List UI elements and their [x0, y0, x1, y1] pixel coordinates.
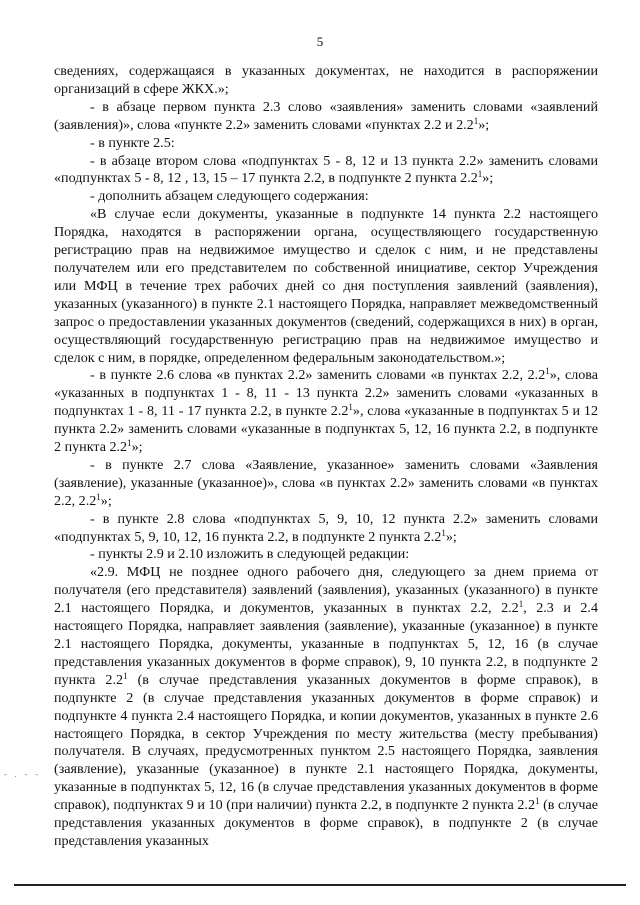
paragraph-2-end: »;: [478, 116, 490, 133]
superscript: 1: [96, 491, 101, 502]
paragraph-2: [54, 99, 598, 135]
superscript: 1: [348, 402, 353, 413]
bottom-rule: [14, 884, 626, 886]
superscript: 1: [127, 438, 132, 449]
superscript: 1: [441, 527, 446, 538]
paragraph-8-text: - в пункте 2.7 слова «Заявление, указанное» заменить словами «Заявления (заявление), указанные (указанное)», слова «в пунктах 2.2» заменить словами «в пунктах 2.2, 2.2: [54, 456, 598, 509]
superscript: 1: [518, 599, 524, 610]
paragraph-4-end: »;: [482, 170, 494, 187]
paragraph-3: - в пункте 2.5:: [90, 134, 175, 151]
superscript: 1: [477, 169, 483, 180]
paragraph-4-text: - в абзаце втором слова «подпунктах 5 - 8, 12 и 13 пункта 2.2» заменить словами «подпунктах 5 - 8, 12 , 13, 15 – 17 пункта 2.2, в подпункте 2 пункта 2.2: [54, 152, 598, 187]
paragraph-11: [54, 564, 598, 851]
paragraph-9-text: - в пункте 2.8 слова «подпунктах 5, 9, 10, 12 пункта 2.2» заменить словами «подпунктах 5, 9, 10, 12, 16 пункта 2.2, в подпункте 2 пункта 2.2: [54, 510, 598, 545]
paragraph-4: [54, 153, 598, 189]
paragraph-11-text-c: (в случае представления указанных документов в форме справок), в подпункте 2 (в случае представления указанных документов в форме справок) и подпункте 4 пункта 2.4 настоящего Порядка, и копии документов, указанных в пункте 2.6 настоящего Порядка, в сектор Учреждения по месту жительства (месту пребывания) получателя. В случаях, предусмотренных пунктом 2.5 настоящего Порядка, заявления (заявление), указанные (указанное) в пункте 2.1 настоящего Порядка, документы, указанные в подпунктах 5, 12, 16 (в случае представления указанных документов в форме справок), подпунктах 9 и 10 (при наличии) пункта 2.2, в подпункте 2 пункта 2.2: [54, 671, 598, 814]
scan-artifact-marks: - . - -: [4, 770, 41, 779]
paragraph-7: [54, 367, 598, 457]
paragraph-10: - пункты 2.9 и 2.10 изложить в следующей редакции:: [90, 546, 410, 563]
paragraph-8: [54, 457, 598, 511]
paragraph-11-text-d: (в случае представления указанных документов в форме справок), в подпункте 2 (в случае представления указанных: [54, 797, 598, 849]
paragraph-7-text-b: », слова «указанных в подпунктах 1 - 8, 11 - 13 пункта 2.2» заменить словами «указанных в подпунктах 1 - 8, 11 - 17 пункта 2.2, в пункте 2.2: [54, 367, 599, 420]
paragraph-9: [54, 511, 598, 547]
paragraph-2-text: - в абзаце первом пункта 2.3 слово «заявления» заменить словами «заявлений (заявления)», слова «пункте 2.2» заменить словами «пунктах 2.2 и 2.2: [54, 98, 598, 133]
paragraph-7-text-a: - в пункте 2.6 слова «в пунктах 2.2» заменить словами «в пунктах 2.2, 2.2: [90, 367, 546, 384]
paragraph-11-text-a: «2.9. МФЦ не позднее одного рабочего дня, следующего за днем приема от получателя (его представителя) заявлений (заявления), указанных (указанного) в пункте 2.1 настоящего Порядка, и документов, указанных в пунктах 2.2, 2.2: [54, 564, 598, 617]
page-number: 5: [316, 34, 324, 49]
paragraph-8-end: »;: [100, 492, 112, 509]
document-body: [54, 63, 598, 851]
superscript: 1: [545, 366, 550, 377]
superscript: 1: [535, 796, 540, 807]
paragraph-7-end: »;: [131, 439, 143, 456]
paragraph-9-end: »;: [445, 528, 457, 545]
paragraph-6: «В случае если документы, указанные в подпункте 14 пункта 2.2 настоящего Порядка, находятся в распоряжении органа, осуществляющего государственную регистрацию прав на недвижимое имущество и сделок с ним, и не представлены получателем или его представителем по собственной инициативе, сектор Учреждения или МФЦ в течение трех рабочих дней со дня поступления заявлений (заявления), указанных (указанного) в пункте 2.1 настоящего Порядка, направляет межведомственный запрос о предоставлении указанных документов (сведений, содержащихся в них) в орган, осуществляющий государственную регистрацию прав на недвижимое имущество и сделок с ним, в порядке, определенном федеральным законодательством.»;: [54, 206, 598, 366]
superscript: 1: [123, 670, 128, 681]
paragraph-11-text-b: , 2.3 и 2.4 настоящего Порядка, направляет заявления (заявление), указанные (указанное) в пункте 2.1 настоящего Порядка, документы, указанные в подпунктах 5, 12, 16 (в случае представления указанных документов в форме справок), 9, 10 пункта 2.2, в подпункте 2 пункта 2.2: [54, 600, 598, 688]
paragraph-1: сведениях, содержащаяся в указанных документах, не находится в распоряжении организаций в сфере ЖКХ.»;: [54, 63, 598, 97]
paragraph-5: - дополнить абзацем следующего содержания:: [90, 188, 369, 205]
superscript: 1: [473, 115, 479, 126]
paragraph-7-text-c: », слова «указанные в подпунктах 5 и 12 пункта 2.2» заменить словами «указанные в подпунктах 5, 12, 16 пункта 2.2, в подпункте 2 пункта 2.2: [54, 403, 598, 456]
